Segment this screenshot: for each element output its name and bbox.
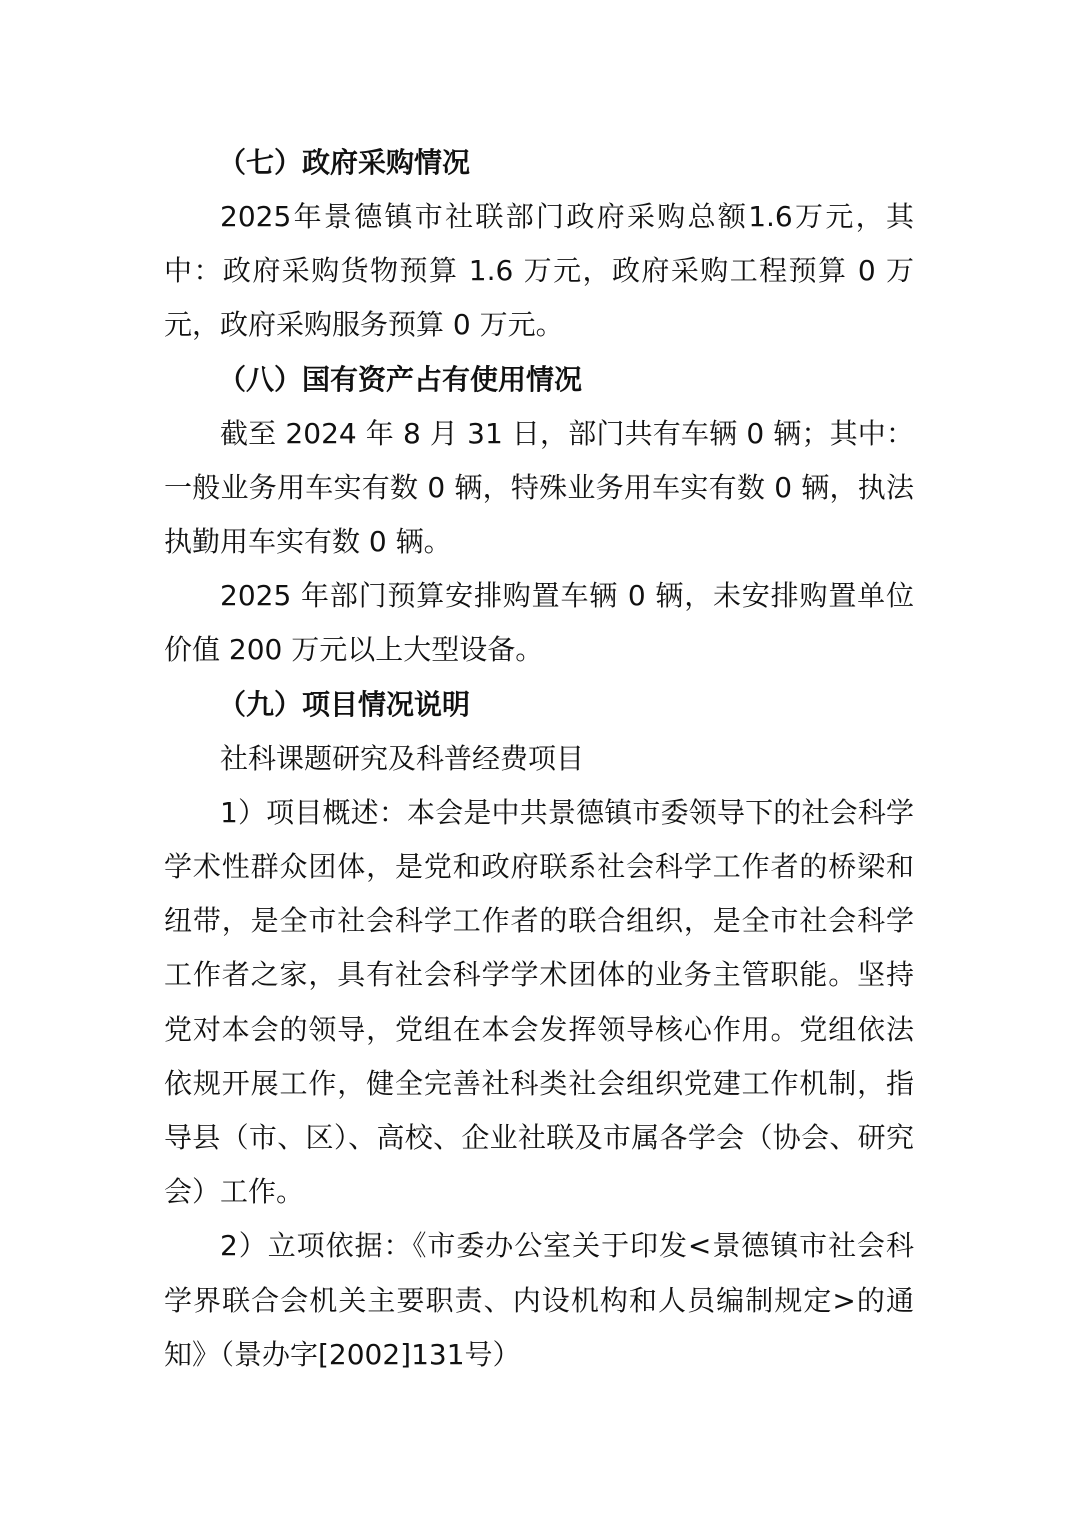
- section-heading-project-description: （九）项目情况说明: [218, 687, 471, 721]
- vehicle-purchase-paragraph: 2025 年部门预算安排购置车辆 0 辆，未安排购置单位价值 200 万元以上大型设备。: [164, 579, 914, 667]
- project-basis-paragraph: 2）立项依据：《市委办公室关于印发<景德镇市社会科学界联合会机关主要职责、内设机构和人员编制规定>的通知》（景办字[2002]131号）: [164, 1229, 914, 1371]
- procurement-paragraph: 2025年景德镇市社联部门政府采购总额1.6万元，其中：政府采购货物预算 1.6 万元，政府采购工程预算 0 万元，政府采购服务预算 0 万元。: [164, 200, 914, 342]
- document-page: [164, 136, 914, 1382]
- vehicles-paragraph: 截至 2024 年 8 月 31 日，部门共有车辆 0 辆；其中：一般业务用车实有数 0 辆，特殊业务用车实有数 0 辆，执法执勤用车实有数 0 辆。: [164, 416, 914, 559]
- project-name: 社科课题研究及科普经费项目: [220, 741, 585, 775]
- section-heading-state-assets: （八）国有资产占有使用情况: [218, 362, 583, 396]
- project-overview-paragraph: 1）项目概述：本会是中共景德镇市委领导下的社会科学学术性群众团体，是党和政府联系社会科学工作者的桥梁和纽带，是全市社会科学工作者的联合组织，是全市社会科学工作者之家，具有社会科学学术团体的业务主管职能。坚持党对本会的领导，党组在本会发挥领导核心作用。党组依法依规开展工作，健全完善社科类社会组织党建工作机制，指导县（市、区）、高校、企业社联及市属各学会（协会、研究会）工作。: [164, 795, 914, 1209]
- section-heading-government-procurement: （七）政府采购情况: [218, 146, 471, 179]
